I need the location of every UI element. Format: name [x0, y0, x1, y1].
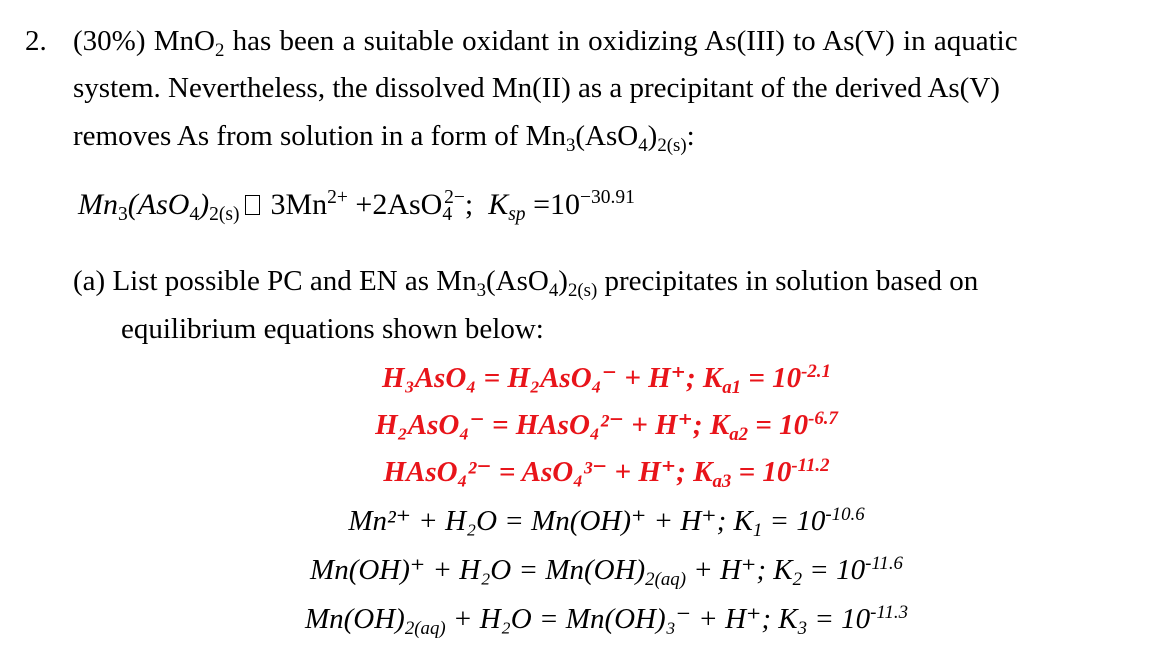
oxidant-formula: MnO$_2$	[153, 25, 225, 62]
hydrolysis-equilibrium-2: $Mn(OH)^+ + H_2O = Mn(OH)_{2(aq)} + H^+$; $K_2 = 10^{-11.6}$	[310, 552, 903, 591]
dissolution-equation: $Mn_3(AsO_4)_{2(s)}$ $3Mn^{2+} +2AsO_4^{2-}$; $K_{sp} =10^{-30.91}$	[78, 187, 635, 226]
part-a-label: (a)	[73, 265, 106, 297]
ksp-label: $K_{sp}$	[488, 188, 526, 226]
problem-line-2: system. Nevertheless, the dissolved Mn(II) as a precipitant of the derived As(V)	[73, 72, 1000, 104]
precipitate-formula-inline: $Mn_3(AsO_4)_{2(s)}$	[436, 265, 598, 302]
hydrolysis-equilibrium-1: Mn²⁺ + H₂O = Mn(OH)⁺ + H⁺; $K_1 = 10^{-10.6}$	[348, 503, 865, 542]
part-a-line-1: (a) List possible PC and EN as $Mn_3(AsO_4)_{2(s)}$ precipitates in solution based on	[73, 265, 979, 302]
precipitate-formula: $Mn_3(AsO_4)_{2(s)}$	[525, 120, 687, 157]
hydrolysis-equilibrium-3: $Mn(OH)_{2(aq)} + H_2O = Mn(OH)_3^- + H^+$; $K_3 = 10^{-11.3}$	[304, 601, 908, 640]
problem-line-1	[73, 24, 1018, 62]
acid-equilibrium-1: H₃AsO₄ = H₂AsO₄⁻ + H⁺; $K_{a1} = 10^{-2.1}$	[382, 360, 831, 399]
problem-line-1-text: has been a suitable oxidant in oxidizing As(III) to As(V) in aquatic	[232, 25, 1018, 57]
acid-equilibrium-2: H₂AsO₄⁻ = HAsO₄²⁻ + H⁺; $K_{a2} = 10^{-6.7}$	[375, 407, 838, 446]
problem-number: 2.	[25, 25, 47, 57]
equilibrium-arrow-placeholder-icon	[245, 195, 260, 215]
part-a-line-2: equilibrium equations shown below:	[121, 313, 544, 345]
problem-line-3-text: removes As from solution in a form of	[73, 120, 519, 152]
problem-line-3: removes As from solution in a form of $Mn_3(AsO_4)_{2(s)}$:	[73, 120, 695, 157]
acid-equilibrium-3: HAsO₄²⁻ = AsO₄³⁻ + H⁺; $K_{a3} = 10^{-11.2}$	[383, 454, 830, 493]
problem-weight: (30%)	[73, 25, 146, 57]
